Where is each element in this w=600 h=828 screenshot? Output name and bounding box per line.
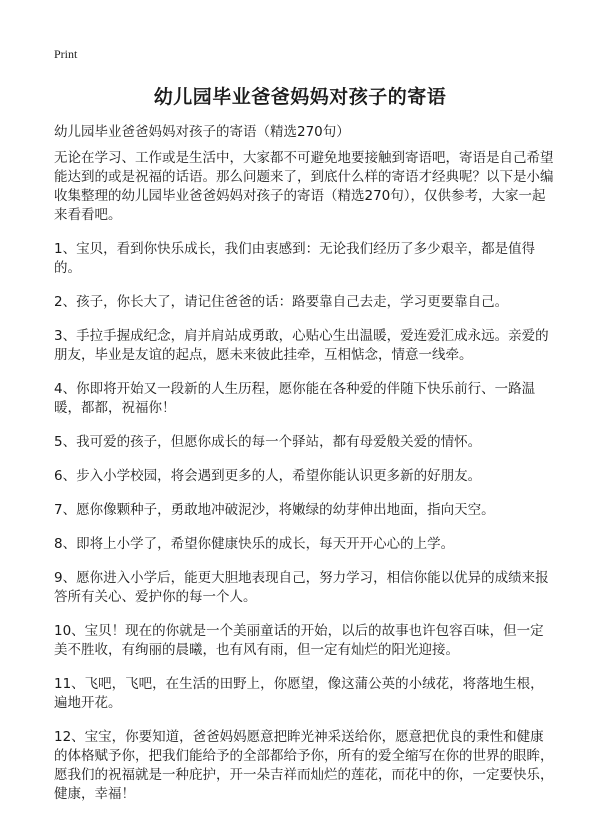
wish-paragraph: 7、愿你像颗种子，勇敢地冲破泥沙，将嫩绿的幼芽伸出地面，指向天空。 [54, 502, 495, 518]
page-title: 幼儿园毕业爸爸妈妈对孩子的寄语 [153, 86, 447, 108]
wish-paragraph: 11、飞吧，飞吧，在生活的田野上，你愿望，像这蒲公英的小绒花，将落地生根，遍地开花。 [54, 676, 544, 711]
wish-paragraph: 4、你即将开始又一段新的人生历程，愿你能在各种爱的伴随下快乐前行、一路温暖，都都，祝福你！ [54, 381, 536, 416]
wish-paragraph: 12、宝宝，你要知道，爸爸妈妈愿意把眸光神采送给你，愿意把优良的秉性和健康的体格赋予你，把我们能给予的全部都给予你，所有的爱全缩写在你的世界的眼眸，愿我们的祝福就是一种庇护，开一朵吉祥而灿烂的莲花，而花中的你，一定要快乐，健康，幸福！ [54, 729, 554, 802]
intro-paragraph: 无论在学习、工作或是生活中，大家都不可避免地要接触到寄语吧，寄语是自己希望能达到的或是祝福的话语。那么问题来了，到底什么样的寄语才经典呢？以下是小编收集整理的幼儿园毕业爸爸妈妈对孩子的寄语（精选270句），仅供参考，大家一起来看看吧。 [54, 150, 554, 223]
wish-paragraph: 5、我可爱的孩子，但愿你成长的每一个驿站，都有母爱般关爱的情怀。 [54, 434, 482, 450]
wish-paragraph: 2、孩子，你长大了，请记住爸爸的话：路要靠自己去走，学习更要靠自己。 [54, 294, 509, 310]
wish-paragraph: 8、即将上小学了，希望你健康快乐的成长，每天开开心心的上学。 [54, 536, 455, 552]
wish-paragraph: 6、步入小学校园，将会遇到更多的人，希望你能认识更多新的好朋友。 [54, 468, 482, 484]
wish-paragraph: 3、手拉手握成纪念，肩并肩站成勇敢，心贴心生出温暖，爱连爱汇成永远。亲爱的朋友，毕业是友谊的起点，愿未来彼此挂牵，互相惦念，情意一线牵。 [54, 328, 549, 363]
wish-paragraph: 1、宝贝，看到你快乐成长，我们由衷感到：无论我们经历了多少艰辛，都是值得的。 [54, 241, 536, 276]
wish-paragraph: 10、宝贝！现在的你就是一个美丽童话的开始，以后的故事也许包容百味，但一定美不胜收，有绚丽的晨曦，也有风有雨，但一定有灿烂的阳光迎接。 [54, 623, 544, 658]
print-link[interactable]: Print [54, 47, 78, 61]
wish-paragraph: 9、愿你进入小学后，能更大胆地表现自己，努力学习，相信你能以优异的成绩来报答所有关心、爱护你的每一个人。 [54, 570, 549, 605]
article-body [54, 149, 554, 819]
article-subtitle: 幼儿园毕业爸爸妈妈对孩子的寄语（精选270句） [54, 124, 350, 140]
